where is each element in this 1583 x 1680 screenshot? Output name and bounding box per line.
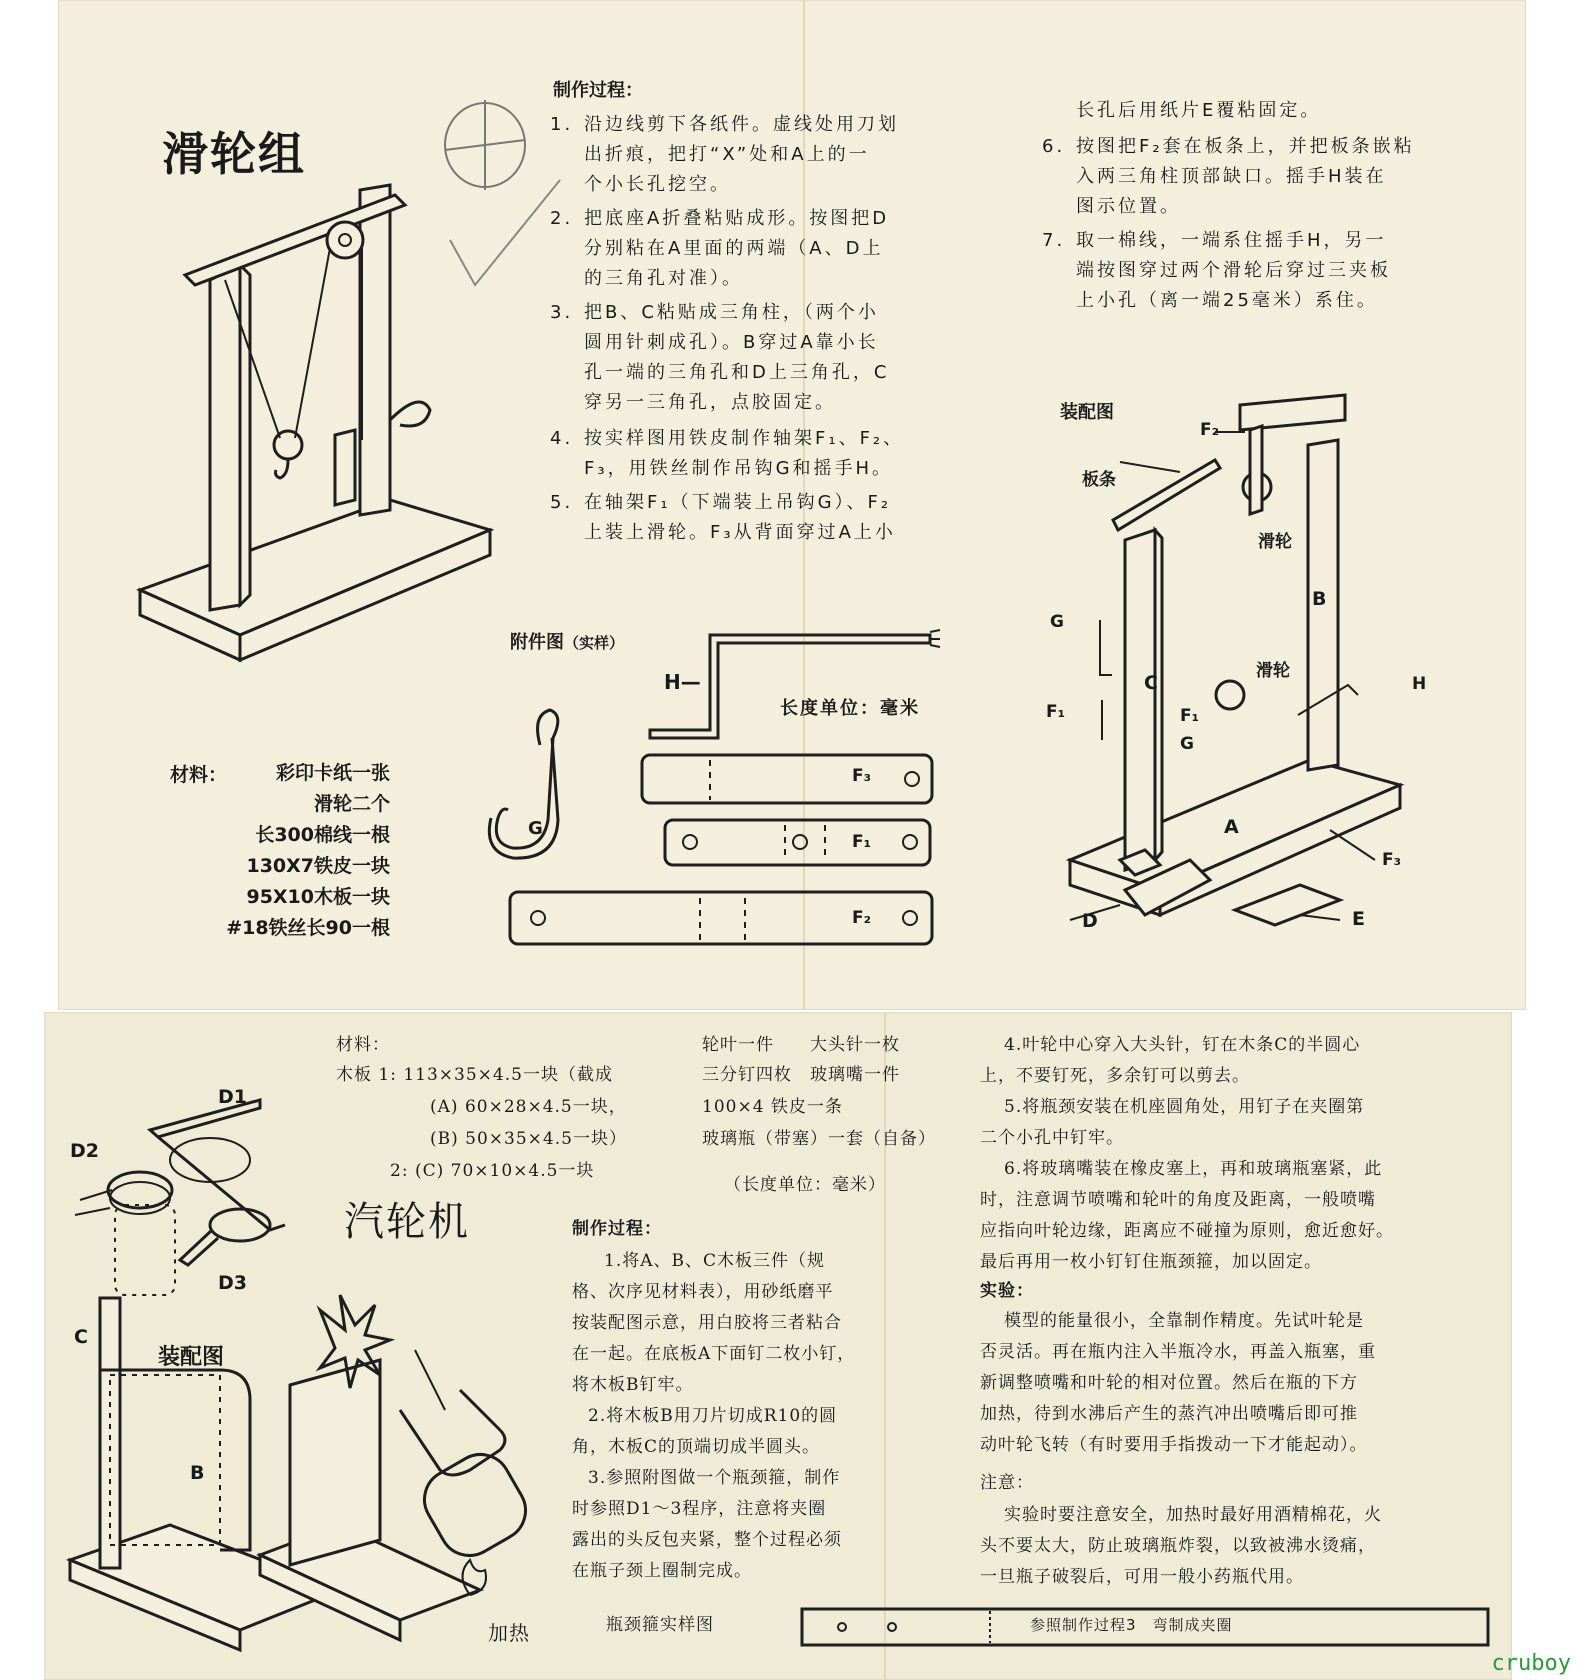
- label-d2: D2: [70, 1140, 99, 1162]
- strip-text: 参照制作过程3 弯制成夹圈: [1030, 1616, 1233, 1634]
- top-assembly-heading: 装配图: [1060, 402, 1114, 423]
- label-d3: D3: [218, 1272, 247, 1294]
- asm-label-f3: F₃: [1382, 850, 1402, 870]
- top-step-5-cont: 长孔后用纸片E覆粘固定。: [1076, 100, 1322, 121]
- label-d1: D1: [218, 1086, 247, 1108]
- watermark: cruboy: [1491, 1651, 1571, 1676]
- note-heading: 注意：: [980, 1473, 1034, 1493]
- bottom-mat-2: (A) 60×28×4.5一块，: [430, 1097, 627, 1117]
- top-materials-list: 彩印卡纸一张 滑轮二个 长300棉线一根 130X7铁皮一块 95X10木板一块 #18铁丝长90一根: [226, 762, 390, 939]
- bottom-mat-3: (B) 50×35×4.5一块）: [430, 1129, 627, 1149]
- bottom-mat-r1: 轮叶一件 大头针一枚: [702, 1035, 900, 1055]
- attachments-drawing: [490, 630, 960, 950]
- asm-label-b: B: [1312, 588, 1327, 610]
- attach-note: （实样）: [564, 634, 625, 652]
- bottom-mat-r3: 100×4 铁皮一条: [702, 1097, 843, 1117]
- bottom-materials-heading: 材料：: [336, 1035, 390, 1055]
- asm-label-pulley-mid: 滑轮: [1256, 661, 1290, 681]
- bottom-mat-r2: 三分钉四枚 玻璃嘴一件: [702, 1065, 900, 1085]
- asm-label-c: C: [1144, 672, 1158, 694]
- top-step-7: 7. 取一棉线，一端系住摇手H，另一 端按图穿过两个滑轮后穿过三夹板 上小孔（离一端25毫米）系住。: [1042, 230, 1391, 311]
- asm-label-g2: G: [1180, 734, 1194, 754]
- label-c: C: [74, 1326, 88, 1348]
- experiment-text: 模型的能量很小，全靠制作精度。先试叶轮是 否灵活。再在瓶内注入半瓶冷水，再盖入瓶塞，重 新调整喷嘴和叶轮的相对位置。然后在瓶的下方 加热，待到水沸后产生的蒸汽冲出喷嘴后即可推 动叶轮飞转（有时要用手指拨动一下才能起动）。: [980, 1311, 1376, 1455]
- bottom-steps-heading: 制作过程：: [572, 1219, 662, 1239]
- note-text: 实验时要注意安全，加热时最好用酒精棉花，火 头不要太大，防止玻璃瓶炸裂，以致被沸水烫痛， 一旦瓶子破裂后，可用一般小药瓶代用。: [980, 1505, 1382, 1587]
- asm-label-d: D: [1082, 910, 1098, 932]
- top-step-4: 4. 按实样图用铁皮制作轴架F₁、F₂、 F₃，用铁丝制作吊钩G和摇手H。: [550, 428, 905, 479]
- label-f3: F₃: [852, 766, 872, 786]
- label-b: B: [190, 1462, 205, 1484]
- asm-label-e: E: [1352, 908, 1365, 930]
- asm-label-h: H: [1412, 674, 1427, 694]
- label-g: G: [528, 818, 543, 839]
- bottom-mat-r4: 玻璃瓶（带塞）一套（自备）: [702, 1129, 936, 1149]
- asm-label-f1-left: F₁: [1046, 702, 1066, 722]
- clamp-steps-drawing: [60, 1040, 340, 1300]
- bottom-mat-1: 木板 1: 113×35×4.5一块（截成: [336, 1065, 613, 1085]
- bottom-unit: （长度单位：毫米）: [724, 1175, 886, 1195]
- asm-label-f1: F₁: [1180, 706, 1200, 726]
- sample-caption: 瓶颈箍实样图: [606, 1615, 714, 1635]
- turbine-assembly-drawing: [60, 1290, 560, 1660]
- asm-label-pulley-top: 滑轮: [1258, 532, 1292, 552]
- label-h: H—: [664, 670, 701, 694]
- label-f2: F₂: [852, 908, 872, 928]
- pencil-mark: [430, 90, 570, 290]
- bottom-mat-4: 2: (C) 70×10×4.5一块: [390, 1161, 595, 1181]
- bottom-title: 汽轮机: [344, 1199, 470, 1245]
- experiment-heading: 实验：: [980, 1281, 1034, 1301]
- top-steps-heading: 制作过程：: [553, 80, 643, 101]
- asm-label-f2: F₂: [1200, 420, 1220, 440]
- bottom-steps-right: 4.叶轮中心穿入大头针，钉在木条C的半圆心 上，不要钉死，多余钉可以剪去。 5.将瓶颈安装在机座圆角处，用钉子在夹圈第 二个小孔中钉牢。 6.将玻璃嘴装在橡皮塞上，再和玻璃瓶塞紧，此 时，注意调节喷嘴和轮叶的角度及距离，一般喷嘴 应指向叶轮边缘，距离应不碰撞为原则，愈近愈好。 最后再用一枚小钉钉住瓶颈箍，加以固定。: [980, 1035, 1394, 1272]
- top-step-5: 5. 在轴架F₁（下端装上吊钩G）、F₂ 上装上滑轮。F₃从背面穿过A上小: [550, 492, 896, 543]
- bottom-assembly-heading: 装配图: [158, 1345, 225, 1370]
- bottom-steps-mid: 1.将A、B、C木板三件（规 格、次序见材料表），用砂纸磨平 按装配图示意，用白胶将三者粘合 在一起。在底板A下面钉二枚小钉， 将木板B钉牢。 2.将木板B用刀片切成R10的圆 角，木板C的顶端切成半圆头。 3.参照附图做一个瓶颈箍，制作 时参照D1～3程序，注意将夹圈 露出的头反包夹紧，整个过程必须 在瓶子颈上圈制完成。: [572, 1251, 856, 1581]
- asm-label-g: G: [1050, 612, 1064, 632]
- asm-label-board: 板条: [1082, 470, 1116, 490]
- top-unit: 长度单位：毫米: [780, 698, 920, 719]
- top-step-2: 2. 把底座A折叠粘贴成形。按图把D 分别粘在A里面的两端（A、D上 的三角孔对准）。: [550, 208, 890, 289]
- asm-label-a: A: [1224, 816, 1239, 838]
- label-heat: 加热: [488, 1621, 530, 1645]
- top-step-1: 1. 沿边线剪下各纸件。虚线处用刀划 出折痕，把打“X”处和A上的一 个小长孔挖空。: [550, 114, 899, 195]
- top-step-3: 3. 把B、C粘贴成三角柱，（两个小 圆用针刺成孔）。B穿过A靠小长 孔一端的三角孔和D上三角孔，C 穿另一三角孔，点胶固定。: [550, 302, 890, 413]
- top-title: 滑轮组: [162, 127, 306, 181]
- label-f1: F₁: [852, 832, 872, 852]
- attach-heading: 附件图: [510, 632, 564, 653]
- top-materials-label: 材料：: [170, 764, 228, 786]
- top-step-6: 6. 按图把F₂套在板条上，并把板条嵌粘 入两三角柱顶部缺口。摇手H装在 图示位置。: [1042, 136, 1415, 217]
